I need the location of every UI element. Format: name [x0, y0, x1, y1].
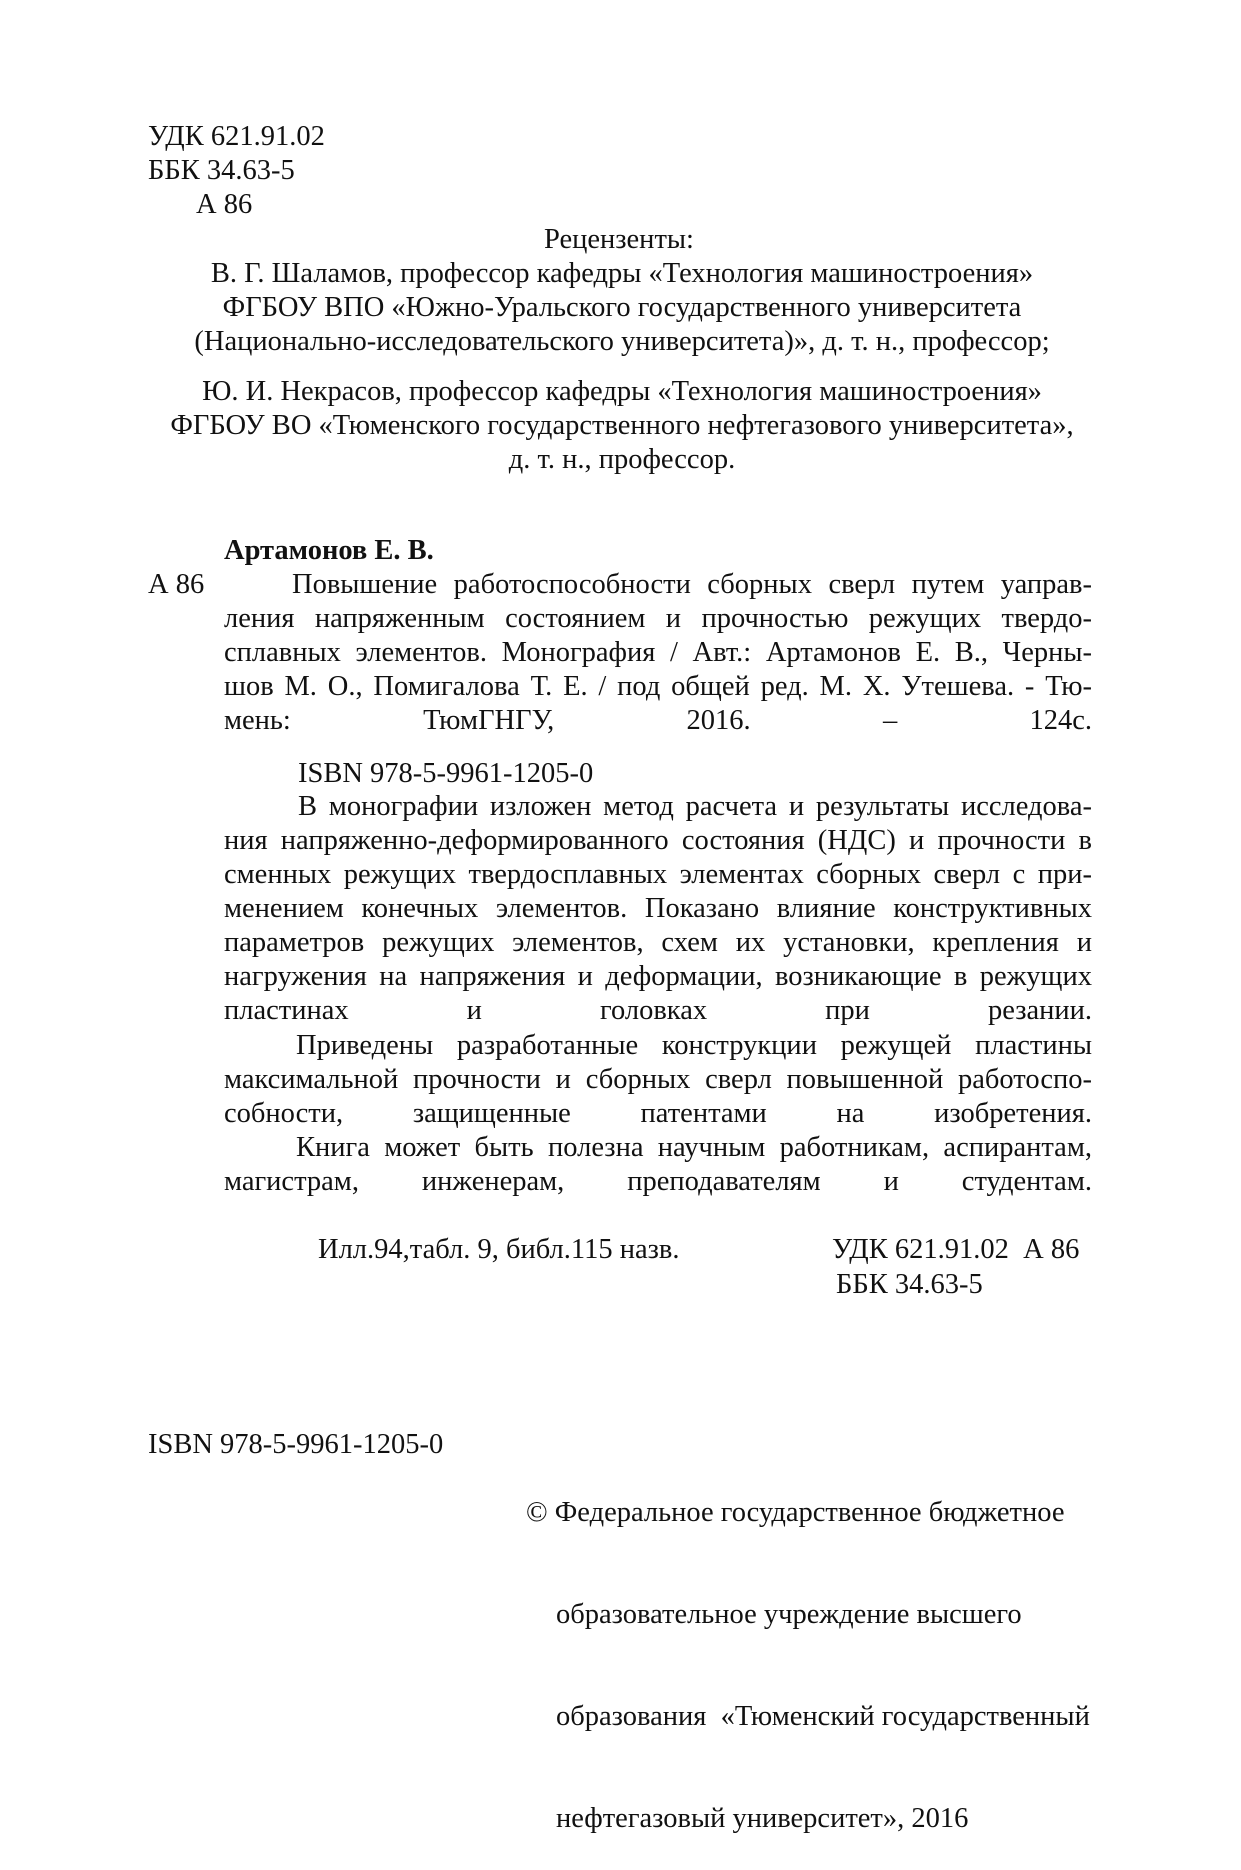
abstract-line: сменных режущих твердосплавных элементах сборных сверл с при- [224, 859, 1092, 890]
bib-description [224, 568, 1092, 738]
abstract-line: максимальной прочности и сборных сверл повышенной работоспо- [224, 1064, 1092, 1095]
book-author: Артамонов Е. В. [224, 535, 434, 566]
footer-udk: УДК 621.91.02 А 86 [832, 1234, 1080, 1265]
copyright-isbn: ISBN 978-5-9961-1205-0 [148, 1429, 444, 1460]
abstract-paragraph-2 [224, 1029, 1092, 1131]
abstract-isbn: ISBN 978-5-9961-1205-0 [298, 758, 594, 789]
bib-line: мень: ТюмГНГУ, 2016. – 124с. [224, 705, 1092, 736]
abstract-line: Книга может быть полезна научным работникам, аспирантам, [296, 1132, 1092, 1163]
bib-line: шов М. О., Помигалова Т. Е. / под общей ред. М. Х. Утешева. - Тю- [224, 671, 1092, 702]
abstract-line: пластинах и головках при резании. [224, 995, 1092, 1026]
reviewer-2-line: Ю. И. Некрасов, профессор кафедры «Технология машиностроения» [202, 376, 1042, 407]
abstract-line: В монографии изложен метод расчета и результаты исследова- [298, 791, 1092, 822]
abstract-line: ния напряженно-деформированного состояния (НДС) и прочности в [224, 825, 1092, 856]
reviewers-heading: Рецензенты: [544, 224, 694, 255]
reviewer-2-line: ФГБОУ ВО «Тюменского государственного нефтегазового университета», [170, 410, 1074, 441]
copyright-holder [526, 1428, 1090, 1870]
bib-mark: А 86 [148, 569, 205, 600]
footer-bbk: ББК 34.63-5 [836, 1269, 983, 1300]
abstract-line: менением конечных элементов. Показано влияние конструктивных [224, 893, 1092, 924]
bib-line: ления напряженным состоянием и прочностью режущих твердо- [224, 603, 1092, 634]
abstract-line: собности, защищенные патентами на изобретения. [224, 1098, 1092, 1129]
reviewer-1 [148, 257, 1096, 359]
abstract-line: параметров режущих элементов, схем их установки, крепления и [224, 927, 1092, 958]
abstract-paragraph-1 [224, 790, 1092, 1028]
illustrations-count: Илл.94,табл. 9, библ.115 назв. [318, 1234, 680, 1265]
copyright-line: образовательное учреждение высшего [556, 1599, 1022, 1630]
abstract-line: Приведены разработанные конструкции режущей пластины [296, 1030, 1092, 1061]
bib-line: Повышение работоспособности сборных сверл путем уаправ- [292, 569, 1092, 600]
copyright-line: нефтегазовый университет», 2016 [556, 1803, 969, 1834]
udk-code: УДК 621.91.02 [148, 121, 325, 152]
reviewer-2-line: д. т. н., профессор. [508, 444, 736, 475]
abstract-paragraph-3 [224, 1131, 1092, 1199]
abstract-line: магистрам, инженерам, преподавателям и студентам. [224, 1166, 1092, 1197]
author-mark: А 86 [196, 189, 253, 220]
bib-line: сплавных элементов. Монография / Авт.: Артамонов Е. В., Черны- [224, 637, 1092, 668]
reviewer-1-line: В. Г. Шаламов, профессор кафедры «Технология машиностроения» [210, 258, 1034, 289]
copyright-line: образования «Тюменский государственный [556, 1701, 1090, 1732]
reviewer-2 [148, 375, 1096, 477]
copyright-line: © Федеральное государственное бюджетное [526, 1497, 1065, 1528]
reviewer-1-line: (Национально-исследовательского университета)», д. т. н., профессор; [194, 326, 1050, 357]
reviewer-1-line: ФГБОУ ВПО «Южно-Уральского государственного университета [222, 292, 1022, 323]
bbk-code: ББК 34.63-5 [148, 155, 295, 186]
abstract-line: нагружения на напряжения и деформации, возникающие в режущих [224, 961, 1092, 992]
